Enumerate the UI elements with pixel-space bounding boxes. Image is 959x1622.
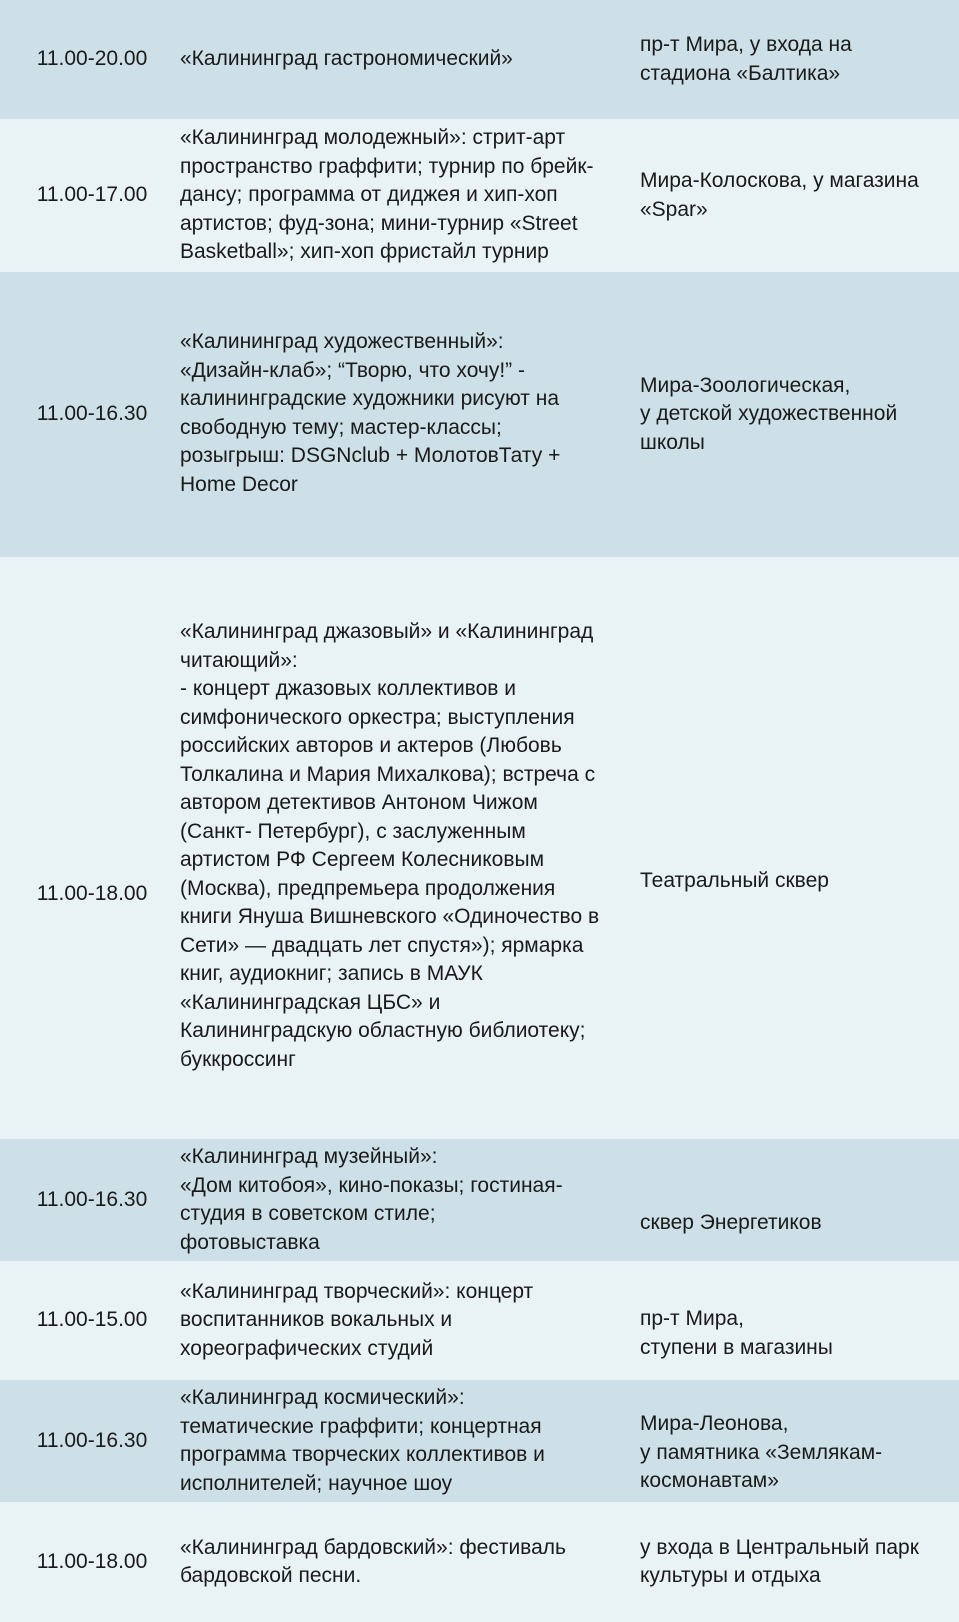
table-row	[0, 119, 959, 272]
table-row	[0, 1502, 959, 1622]
event-description	[180, 1380, 640, 1502]
time-text: 11.00-18.00	[36, 1549, 148, 1573]
event-location	[640, 1139, 959, 1261]
description-line: артистом РФ Сергеем Колесниковым	[180, 848, 545, 871]
description-line: «Дом китобоя», кино-показы; гостиная-	[180, 1173, 563, 1197]
time-text: 11.00-15.00	[36, 1308, 148, 1332]
event-location	[640, 557, 959, 1139]
description-line: Калининградскую областную библиотеку;	[180, 1019, 586, 1042]
time-text: 11.00-17.00	[36, 183, 148, 207]
description-line: «Калининградская ЦБС» и	[180, 990, 441, 1014]
location-line: «Spar»	[640, 197, 708, 221]
event-location	[640, 1261, 959, 1380]
event-description	[180, 1502, 640, 1622]
location-line: космонавтам»	[640, 1469, 779, 1492]
description-line: «Калининград молодежный»: стрит-арт	[180, 126, 566, 150]
description-line: «Калининград космический»:	[180, 1386, 465, 1409]
time-cell	[0, 1380, 180, 1502]
event-description	[180, 0, 640, 119]
time-cell	[0, 1502, 180, 1622]
description-line: книги Януша Вишневского «Одиночество в	[180, 905, 600, 928]
time-cell	[0, 557, 180, 1139]
description-line: книг, аудиокниг; запись в МАУК	[180, 962, 483, 985]
event-description	[180, 557, 640, 1139]
description-line: Home Decor	[180, 472, 298, 496]
time-cell	[0, 119, 180, 272]
table-row	[0, 272, 959, 557]
description-line: фотовыставка	[180, 1230, 320, 1254]
location-line: у памятника «Землякам-	[640, 1440, 883, 1464]
description-line: «Дизайн-клаб»; “Творю, что хочу!” -	[180, 358, 526, 382]
description-line: дансу; программа от диджея и хип-хоп	[180, 183, 558, 207]
description-line: бардовской песни.	[180, 1564, 362, 1587]
description-line: буккроссинг	[180, 1047, 296, 1071]
description-line: «Калининград художественный»:	[180, 330, 504, 353]
description-line: тематические граффити; концертная	[180, 1414, 542, 1438]
event-location	[640, 272, 959, 557]
event-description	[180, 272, 640, 557]
time-text: 11.00-20.00	[36, 47, 148, 71]
event-location	[640, 0, 959, 119]
time-cell	[0, 0, 180, 119]
time-text: 11.00-16.30	[36, 402, 148, 426]
table-row	[0, 1261, 959, 1380]
event-location	[640, 119, 959, 272]
location-line: школы	[640, 430, 705, 454]
time-text: 11.00-18.00	[36, 882, 148, 905]
event-description	[180, 1139, 640, 1261]
description-line: российских авторов и актеров (Любовь	[180, 734, 562, 757]
table-row	[0, 557, 959, 1139]
description-line: розыгрыш: DSGNclub + МолотовТату +	[180, 444, 561, 467]
description-line: Basketball»; хип-хоп фристайл турнир	[180, 240, 549, 264]
description-line: свободную тему; мастер-классы;	[180, 415, 502, 439]
event-description	[180, 119, 640, 272]
description-line: «Калининград бардовский»: фестиваль	[180, 1535, 566, 1559]
description-line: (Москва), предпремьера продолжения	[180, 876, 556, 900]
description-line: воспитанников вокальных и	[180, 1308, 453, 1332]
description-line: симфонического оркестра; выступления	[180, 705, 575, 729]
description-line: хореографических студий	[180, 1336, 434, 1360]
location-line: Мира-Леонова,	[640, 1412, 789, 1435]
table-row	[0, 0, 959, 119]
location-line: стадиона «Балтика»	[640, 61, 841, 85]
description-line: (Санкт- Петербург), с заслуженным	[180, 819, 526, 843]
event-location	[640, 1502, 959, 1622]
event-location	[640, 1380, 959, 1502]
location-line: Мира-Колоскова, у магазина	[640, 169, 919, 192]
description-line: Толкалина и Мария Михалкова); встреча с	[180, 762, 596, 786]
description-line: «Калининград джазовый» и «Калининград	[180, 620, 594, 643]
location-line: Театральный сквер	[640, 869, 829, 892]
description-line: исполнителей; научное шоу	[180, 1471, 453, 1495]
description-line: «Калининград гастрономический»	[180, 47, 513, 71]
description-line: программа творческих коллективов и	[180, 1443, 545, 1466]
location-line: пр-т Мира, у входа на	[640, 33, 852, 56]
location-line: культуры и отдыха	[640, 1564, 821, 1587]
description-line: - концерт джазовых коллективов и	[180, 677, 516, 700]
description-line: читающий»:	[180, 648, 298, 672]
time-cell	[0, 1261, 180, 1380]
time-text: 11.00-16.30	[36, 1187, 148, 1211]
location-line: у входа в Центральный парк	[640, 1535, 919, 1559]
time-cell	[0, 272, 180, 557]
time-cell	[0, 1139, 180, 1261]
location-line: пр-т Мира,	[640, 1307, 744, 1330]
description-line: пространство граффити; турнир по брейк-	[180, 154, 594, 178]
description-line: автором детективов Антоном Чижом	[180, 791, 538, 814]
time-text: 11.00-16.30	[36, 1428, 148, 1452]
table-row	[0, 1380, 959, 1502]
location-line: сквер Энергетиков	[640, 1211, 822, 1234]
location-line: Мира-Зоологическая,	[640, 373, 851, 397]
event-description	[180, 1261, 640, 1380]
description-line: «Калининград творческий»: концерт	[180, 1279, 534, 1303]
description-line: калининградские художники рисуют на	[180, 387, 559, 410]
location-line: ступени в магазины	[640, 1335, 833, 1359]
table-row	[0, 1139, 959, 1261]
description-line: артистов; фуд-зона; мини-турнир «Street	[180, 211, 578, 235]
location-line: у детской художественной	[640, 402, 898, 426]
description-line: Сети» — двадцать лет спустя»); ярмарка	[180, 933, 584, 957]
description-line: «Калининград музейный»:	[180, 1145, 438, 1168]
description-line: студия в советском стиле;	[180, 1202, 436, 1225]
